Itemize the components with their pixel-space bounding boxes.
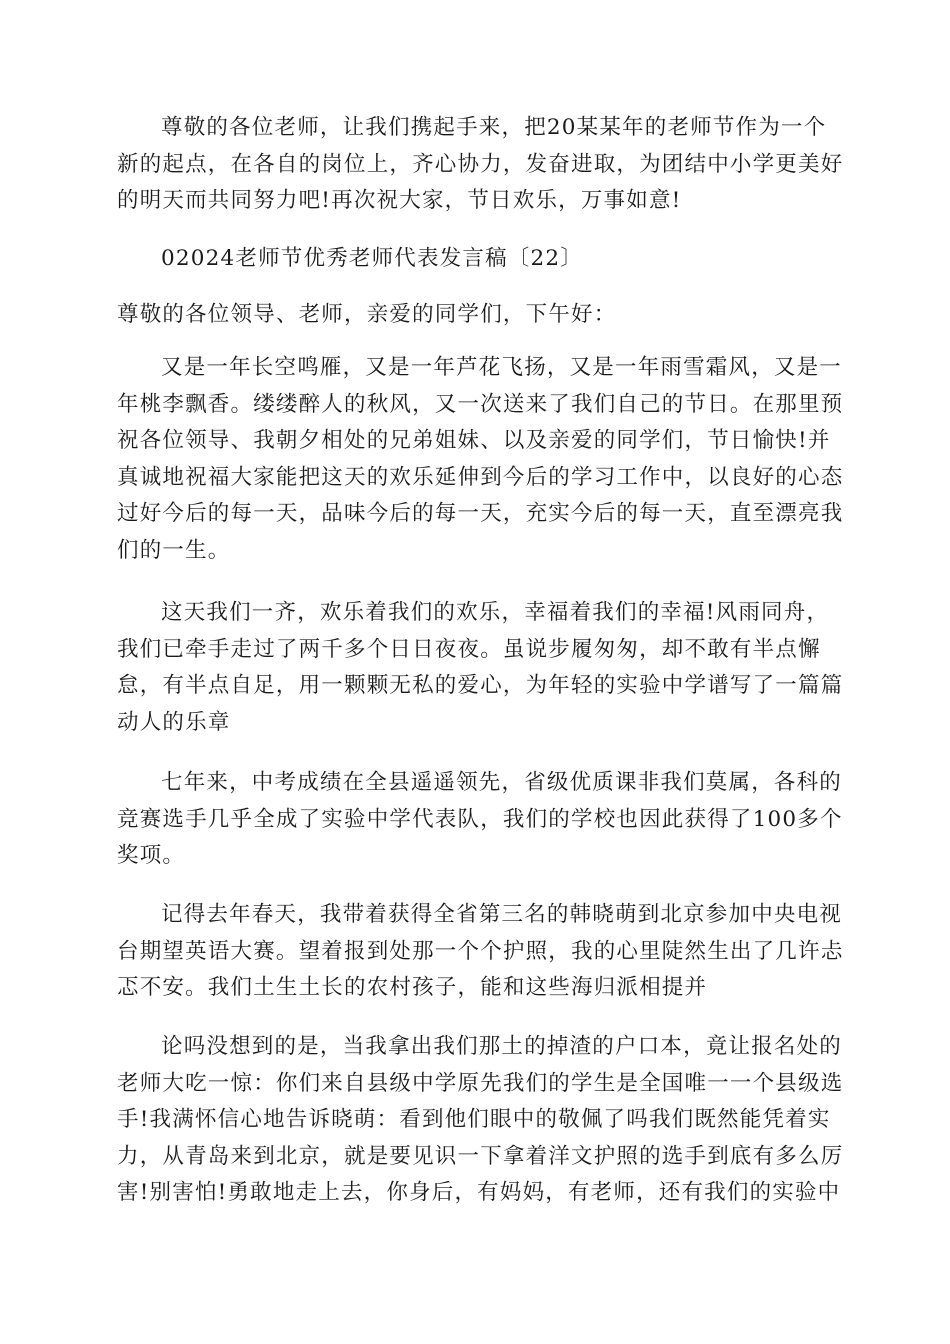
text-line: 害!别害怕!勇敢地走上去，你身后，有妈妈，有老师，还有我们的实验中	[117, 1180, 841, 1205]
text-line: 过好今后的每一天，品味今后的每一天，充实今后的每一天，直至漂亮我	[117, 501, 844, 526]
text-line: 台期望英语大赛。望着报到处那一个个护照，我的心里陡然生出了几许忐	[117, 938, 844, 964]
text-line: 力，从青岛来到北京，就是要见识一下拿着洋文护照的选手到底有多么厉	[117, 1143, 844, 1169]
paragraph-closing-wishes	[117, 110, 844, 220]
text-line: 忑不安。我们土生土长的农村孩子，能和这些海归派相提并	[117, 975, 708, 1000]
text-line: 新的起点，在各自的岗位上，齐心协力，发奋进取，为团结中小学更美好	[117, 151, 844, 177]
text-line: 手!我满怀信心地告诉晓萌：看到他们眼中的敬佩了吗我们既然能凭着实	[117, 1107, 831, 1132]
paragraph-opening	[117, 350, 844, 569]
text-line: 竞赛选手几乎全成了实验中学代表队，我们的学校也因此获得了100多个	[117, 806, 843, 832]
text-line: 记得去年春天，我带着获得全省第三名的韩晓萌到北京参加中央电视	[161, 902, 843, 927]
text-line: 们的一生。	[117, 537, 231, 563]
text-line: 尊敬的各位老师，让我们携起手来，把20某某年的老师节作为一个	[161, 115, 827, 140]
paragraph-together	[117, 595, 844, 741]
text-line: 我们已牵手走过了两千多个日日夜夜。虽说步履匆匆，却不敢有半点懈	[117, 636, 821, 662]
text-line: 七年来，中考成绩在全县遥遥领先，省级优质课非我们莫属，各科的	[161, 770, 843, 795]
text-line: 老师大吃一惊：你们来自县级中学原先我们的学生是全国唯一一个县级选	[117, 1070, 844, 1096]
text-line: 祝各位领导、我朝夕相处的兄弟姐妹、以及亲爱的同学们，节日愉快!并	[117, 428, 831, 453]
paragraph-memory	[117, 897, 844, 1007]
section-heading	[117, 241, 837, 278]
salutation-text: 尊敬的各位领导、老师，亲爱的同学们，下午好：	[117, 302, 617, 327]
text-line: 又是一年长空鸣雁，又是一年芦花飞扬，又是一年雨雪霜风，又是一	[161, 355, 843, 380]
text-line: 真诚地祝福大家能把这天的欢乐延伸到今后的学习工作中，以良好的心态	[117, 464, 844, 490]
text-line: 论吗没想到的是，当我拿出我们那土的掉渣的户口本，竟让报名处的	[161, 1034, 843, 1059]
heading-text: 02024老师节优秀老师代表发言稿〔22〕	[161, 246, 583, 271]
paragraph-salutation	[117, 297, 837, 334]
paragraph-beijing	[117, 1029, 844, 1212]
text-line: 这天我们一齐，欢乐着我们的欢乐，幸福着我们的幸福!风雨同舟，	[161, 600, 830, 625]
text-line: 动人的乐章	[117, 709, 231, 735]
text-line: 奖项。	[117, 843, 186, 868]
paragraph-achievements	[117, 765, 843, 875]
text-line: 怠，有半点自足，用一颗颗无私的爱心，为年轻的实验中学谱写了一篇篇	[117, 673, 844, 698]
text-line: 年桃李飘香。缕缕醉人的秋风，又一次送来了我们自己的节日。在那里预	[117, 391, 844, 417]
text-line: 的明天而共同努力吧!再次祝大家，节日欢乐，万事如意!	[117, 188, 682, 213]
